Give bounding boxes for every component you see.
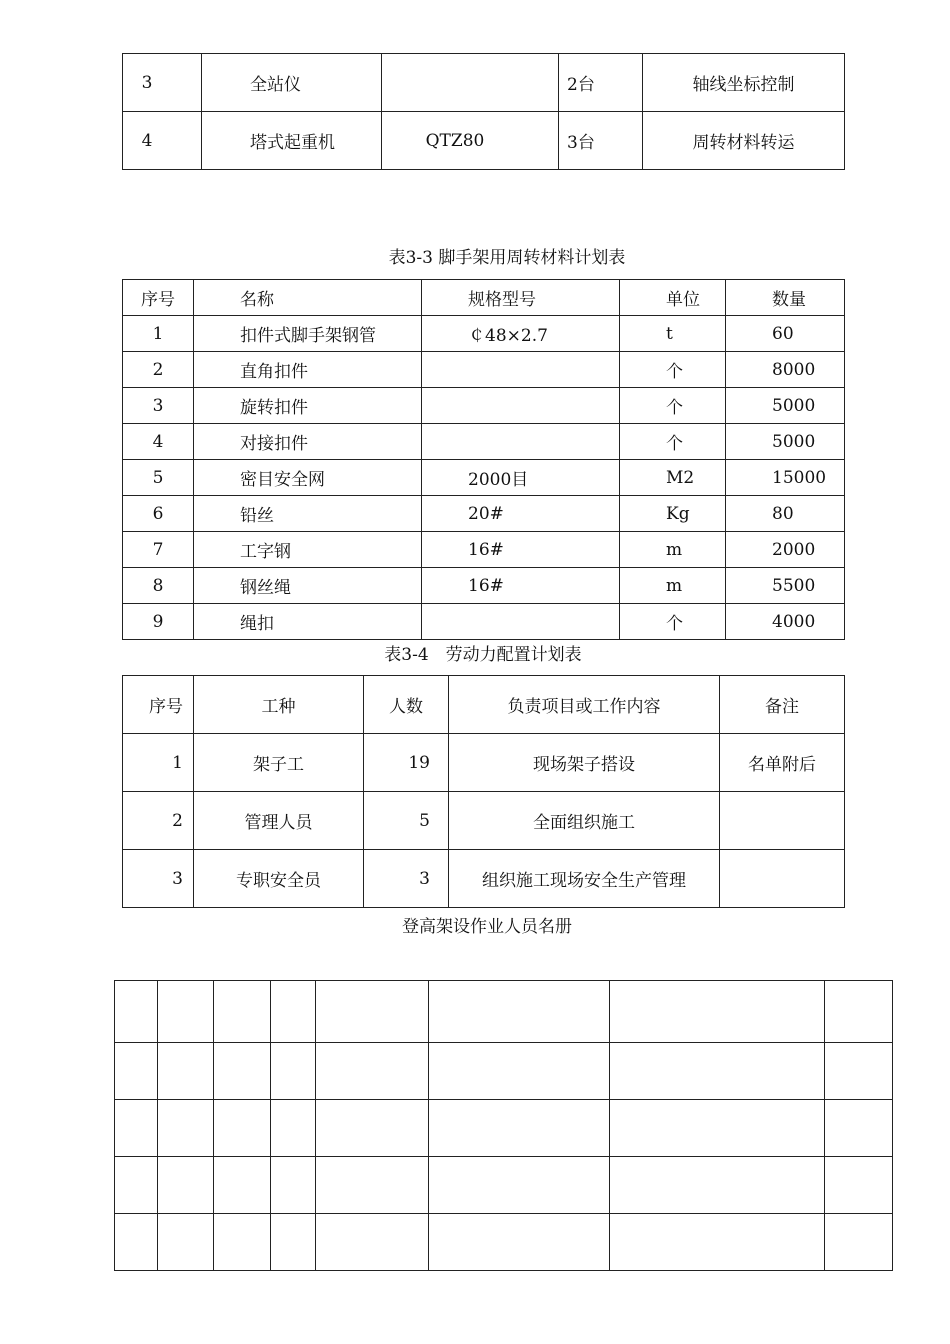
empty-cell — [271, 1100, 316, 1157]
table-row — [115, 1043, 893, 1100]
material-qty: 60 — [726, 316, 845, 352]
empty-cell — [158, 981, 214, 1043]
header-no: 序号 — [123, 280, 194, 316]
material-no: 1 — [123, 316, 194, 352]
equipment-no: 4 — [123, 112, 202, 170]
table-row — [123, 792, 845, 850]
material-name: 直角扣件 — [194, 352, 422, 388]
material-no: 3 — [123, 388, 194, 424]
empty-cell — [429, 1157, 610, 1214]
table-3-4-caption: 表3-4 劳动力配置计划表 — [384, 645, 582, 665]
empty-cell — [825, 1157, 893, 1214]
material-qty: 4000 — [726, 604, 845, 640]
table-row — [123, 352, 845, 388]
material-qty: 15000 — [726, 460, 845, 496]
empty-cell — [271, 1214, 316, 1271]
table-row — [123, 496, 845, 532]
empty-cell — [316, 981, 429, 1043]
empty-cell — [429, 981, 610, 1043]
material-no: 7 — [123, 532, 194, 568]
material-spec — [422, 388, 620, 424]
scaffold-materials-table — [122, 279, 845, 640]
material-qty: 5000 — [726, 424, 845, 460]
material-name: 对接扣件 — [194, 424, 422, 460]
equipment-name: 塔式起重机 — [202, 112, 382, 170]
labor-duty: 组织施工现场安全生产管理 — [449, 850, 720, 908]
material-spec: 16# — [422, 532, 620, 568]
table-row — [115, 981, 893, 1043]
labor-note — [720, 850, 845, 908]
table-row — [123, 316, 845, 352]
material-name: 绳扣 — [194, 604, 422, 640]
equipment-qty: 3台 — [559, 112, 643, 170]
labor-trade: 管理人员 — [194, 792, 364, 850]
empty-cell — [158, 1043, 214, 1100]
equipment-qty: 2台 — [559, 54, 643, 112]
equipment-table — [122, 53, 845, 170]
material-spec: 2000目 — [422, 460, 620, 496]
material-no: 4 — [123, 424, 194, 460]
empty-cell — [214, 1100, 271, 1157]
empty-cell — [316, 1214, 429, 1271]
material-qty: 8000 — [726, 352, 845, 388]
material-unit: 个 — [620, 352, 726, 388]
empty-cell — [316, 1157, 429, 1214]
header-no: 序号 — [123, 676, 194, 734]
material-name: 旋转扣件 — [194, 388, 422, 424]
empty-cell — [214, 981, 271, 1043]
header-trade: 工种 — [194, 676, 364, 734]
material-no: 5 — [123, 460, 194, 496]
header-spec: 规格型号 — [422, 280, 620, 316]
table-row — [123, 54, 845, 112]
labor-duty: 现场架子搭设 — [449, 734, 720, 792]
header-name: 名称 — [194, 280, 422, 316]
equipment-spec: QTZ80 — [382, 112, 559, 170]
header-duty: 负责项目或工作内容 — [449, 676, 720, 734]
equipment-use: 轴线坐标控制 — [643, 54, 845, 112]
material-no: 8 — [123, 568, 194, 604]
material-spec — [422, 604, 620, 640]
empty-cell — [825, 981, 893, 1043]
labor-note — [720, 792, 845, 850]
empty-cell — [115, 981, 158, 1043]
table-row — [115, 1100, 893, 1157]
empty-cell — [429, 1100, 610, 1157]
empty-cell — [271, 1043, 316, 1100]
empty-cell — [158, 1214, 214, 1271]
empty-cell — [316, 1043, 429, 1100]
empty-cell — [825, 1100, 893, 1157]
empty-cell — [825, 1043, 893, 1100]
table-row — [123, 734, 845, 792]
labor-no: 2 — [123, 792, 194, 850]
material-unit: m — [620, 568, 726, 604]
equipment-spec — [382, 54, 559, 112]
empty-cell — [610, 1157, 825, 1214]
labor-count: 19 — [364, 734, 449, 792]
header-count: 人数 — [364, 676, 449, 734]
empty-cell — [158, 1157, 214, 1214]
table-row — [123, 112, 845, 170]
labor-duty: 全面组织施工 — [449, 792, 720, 850]
material-qty: 5000 — [726, 388, 845, 424]
empty-cell — [115, 1214, 158, 1271]
empty-cell — [610, 981, 825, 1043]
material-name: 工字钢 — [194, 532, 422, 568]
empty-cell — [115, 1043, 158, 1100]
empty-cell — [214, 1214, 271, 1271]
empty-cell — [214, 1043, 271, 1100]
material-qty: 80 — [726, 496, 845, 532]
material-unit: 个 — [620, 388, 726, 424]
table-row — [123, 850, 845, 908]
table-row — [115, 1214, 893, 1271]
material-unit: Kg — [620, 496, 726, 532]
labor-plan-table — [122, 675, 845, 908]
labor-count: 5 — [364, 792, 449, 850]
material-unit: M2 — [620, 460, 726, 496]
material-unit: 个 — [620, 424, 726, 460]
material-no: 2 — [123, 352, 194, 388]
equipment-no: 3 — [123, 54, 202, 112]
empty-cell — [429, 1214, 610, 1271]
empty-cell — [825, 1214, 893, 1271]
material-spec: ￠48×2.7 — [422, 316, 620, 352]
material-no: 9 — [123, 604, 194, 640]
material-unit: t — [620, 316, 726, 352]
roster-table — [114, 980, 893, 1271]
empty-cell — [271, 1157, 316, 1214]
equipment-name: 全站仪 — [202, 54, 382, 112]
material-unit: 个 — [620, 604, 726, 640]
empty-cell — [271, 981, 316, 1043]
material-name: 扣件式脚手架钢管 — [194, 316, 422, 352]
material-spec — [422, 424, 620, 460]
material-name: 铅丝 — [194, 496, 422, 532]
material-spec — [422, 352, 620, 388]
table-row — [123, 460, 845, 496]
table-3-3-caption: 表3-3 脚手架用周转材料计划表 — [388, 248, 626, 268]
labor-trade: 架子工 — [194, 734, 364, 792]
labor-note: 名单附后 — [720, 734, 845, 792]
material-name: 钢丝绳 — [194, 568, 422, 604]
material-unit: m — [620, 532, 726, 568]
header-note: 备注 — [720, 676, 845, 734]
material-no: 6 — [123, 496, 194, 532]
empty-cell — [115, 1157, 158, 1214]
empty-cell — [316, 1100, 429, 1157]
material-qty: 5500 — [726, 568, 845, 604]
table-header-row — [123, 676, 845, 734]
empty-cell — [115, 1100, 158, 1157]
table-row — [123, 568, 845, 604]
empty-cell — [429, 1043, 610, 1100]
material-name: 密目安全网 — [194, 460, 422, 496]
table-row — [123, 532, 845, 568]
table-header-row — [123, 280, 845, 316]
empty-cell — [610, 1043, 825, 1100]
table-row — [123, 388, 845, 424]
empty-cell — [610, 1100, 825, 1157]
labor-count: 3 — [364, 850, 449, 908]
header-unit: 单位 — [620, 280, 726, 316]
table-row — [123, 424, 845, 460]
labor-trade: 专职安全员 — [194, 850, 364, 908]
material-spec: 20# — [422, 496, 620, 532]
empty-cell — [158, 1100, 214, 1157]
material-spec: 16# — [422, 568, 620, 604]
table-row — [115, 1157, 893, 1214]
roster-caption: 登高架设作业人员名册 — [402, 917, 572, 937]
labor-no: 1 — [123, 734, 194, 792]
empty-cell — [610, 1214, 825, 1271]
labor-no: 3 — [123, 850, 194, 908]
empty-cell — [214, 1157, 271, 1214]
material-qty: 2000 — [726, 532, 845, 568]
equipment-use: 周转材料转运 — [643, 112, 845, 170]
header-qty: 数量 — [726, 280, 845, 316]
table-row — [123, 604, 845, 640]
